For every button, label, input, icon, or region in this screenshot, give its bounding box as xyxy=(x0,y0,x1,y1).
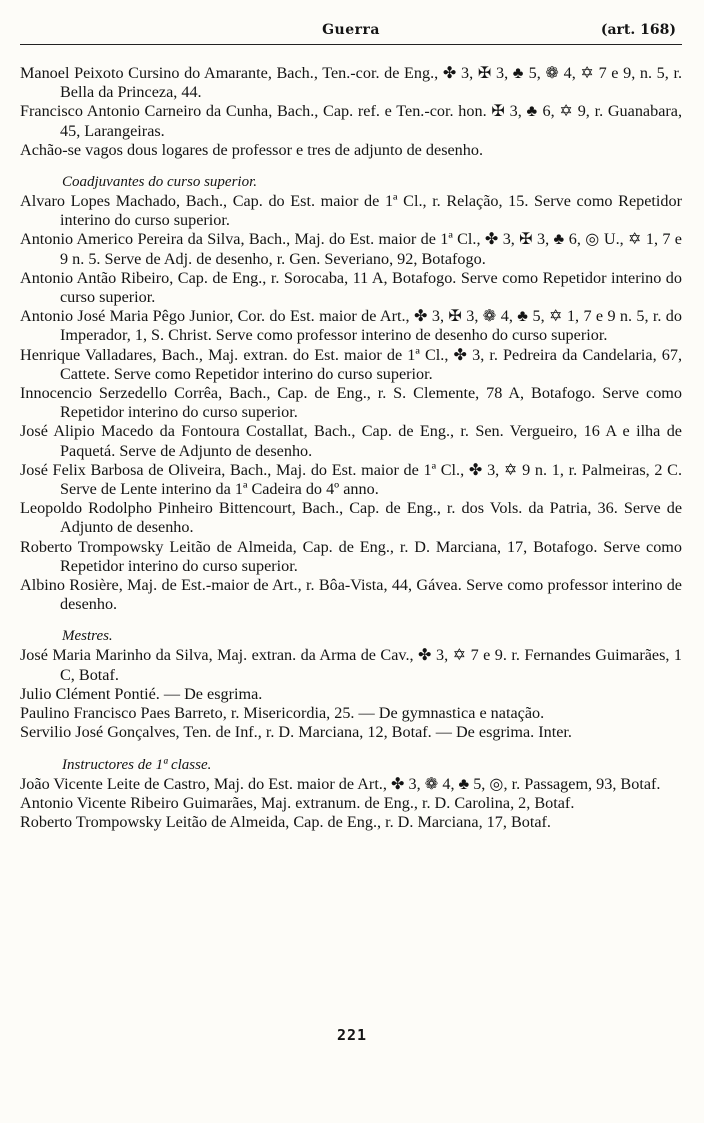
header-article: (art. 168) xyxy=(600,22,676,38)
directory-entry: Julio Clément Pontié. — De esgrima. xyxy=(20,684,263,703)
header-title: Guerra xyxy=(322,22,380,38)
directory-entry: João Vicente Leite de Castro, Maj. do Est. maior de Art., ✤ 3, ❁ 4, ♣ 5, ◎, r. Passagem, 93, Botaf. xyxy=(20,774,661,793)
directory-entry: Henrique Valladares, Bach., Maj. extran. do Est. maior de 1ª Cl., ✤ 3, r. Pedreira da Candelaria, 67, Cattete. Serve como Repetidor interino do curso superior. xyxy=(20,345,682,383)
directory-entry: José Felix Barbosa de Oliveira, Bach., Maj. do Est. maior de 1ª Cl., ✤ 3, ✡ 9 n. 1, r. Palmeiras, 2 C. Serve de Lente interino da 1ª Cadeira do 4º anno. xyxy=(20,460,682,499)
section-heading: Mestres. xyxy=(62,628,113,645)
directory-entry: Francisco Antonio Carneiro da Cunha, Bach., Cap. ref. e Ten.-cor. hon. ✠ 3, ♣ 6, ✡ 9, r. Guanabara, 45, Larangeiras. xyxy=(20,102,682,140)
page-number: 221 xyxy=(336,1026,368,1044)
directory-entry: José Maria Marinho da Silva, Maj. extran. da Arma de Cav., ✤ 3, ✡ 7 e 9. r. Fernandes Guimarães, 1 C, Botaf. xyxy=(20,646,682,684)
running-header xyxy=(20,20,682,45)
directory-entry: Albino Rosière, Maj. de Est.-maior de Art., r. Bôa-Vista, 44, Gávea. Serve como professor interino de desenho. xyxy=(20,576,682,614)
directory-entry: Leopoldo Rodolpho Pinheiro Bittencourt, Bach., Cap. de Eng., r. dos Vols. da Patria, 36. Serve de Adjunto de desenho. xyxy=(20,499,682,537)
directory-entry: Antonio José Maria Pêgo Junior, Cor. do Est. maior de Art., ✤ 3, ✠ 3, ❁ 4, ♣ 5, ✡ 1, 7 e 9 n. 5, r. do Imperador, 1, S. Christ. Serve como professor interino de desenho do curso superior. xyxy=(20,307,682,345)
page-content xyxy=(20,64,682,832)
directory-entry: Antonio Antão Ribeiro, Cap. de Eng., r. Sorocaba, 11 A, Botafogo. Serve como Repetidor interino do curso superior. xyxy=(20,268,682,307)
directory-entry: Roberto Trompowsky Leitão de Almeida, Cap. de Eng., r. D. Marciana, 17, Botaf. xyxy=(20,812,551,831)
directory-entry: Manoel Peixoto Cursino do Amarante, Bach., Ten.-cor. de Eng., ✤ 3, ✠ 3, ♣ 5, ❁ 4, ✡ 7 e 9, n. 5, r. Bella da Princeza, 44. xyxy=(20,64,682,102)
directory-entry: Alvaro Lopes Machado, Bach., Cap. do Est. maior de 1ª Cl., r. Relação, 15. Serve como Repetidor interino do curso superior. xyxy=(20,192,682,230)
section-heading: Coadjuvantes do curso superior. xyxy=(62,174,257,191)
directory-entry: José Alipio Macedo da Fontoura Costallat, Bach., Cap. de Eng., r. Sen. Vergueiro, 16 A e ilha de Paquetá. Serve de Adjunto de desenho. xyxy=(20,422,682,460)
directory-entry: Antonio Americo Pereira da Silva, Bach., Maj. do Est. maior de 1ª Cl., ✤ 3, ✠ 3, ♣ 6, ◎ U., ✡ 1, 7 e 9 n. 5. Serve de Adj. de desenho, r. Gen. Severiano, 92, Botafogo. xyxy=(20,230,682,268)
note-line: Achão-se vagos dous logares de professor e tres de adjunto de desenho. xyxy=(20,140,484,159)
directory-entry: Paulino Francisco Paes Barreto, r. Misericordia, 25. — De gymnastica e natação. xyxy=(20,704,545,723)
directory-entry: Roberto Trompowsky Leitão de Almeida, Cap. de Eng., r. D. Marciana, 17, Botafogo. Serve como Repetidor interino do curso superior. xyxy=(20,537,682,575)
directory-entry: Antonio Vicente Ribeiro Guimarães, Maj. extranum. de Eng., r. D. Carolina, 2, Botaf. xyxy=(20,793,575,812)
section-heading: Instructores de 1ª classe. xyxy=(62,756,212,773)
directory-entry: Servilio José Gonçalves, Ten. de Inf., r. D. Marciana, 12, Botaf. — De esgrima. Inter. xyxy=(20,723,572,742)
directory-entry: Innocencio Serzedello Corrêa, Bach., Cap. de Eng., r. S. Clemente, 78 A, Botafogo. Serve como Repetidor interino do curso superior. xyxy=(20,384,682,422)
